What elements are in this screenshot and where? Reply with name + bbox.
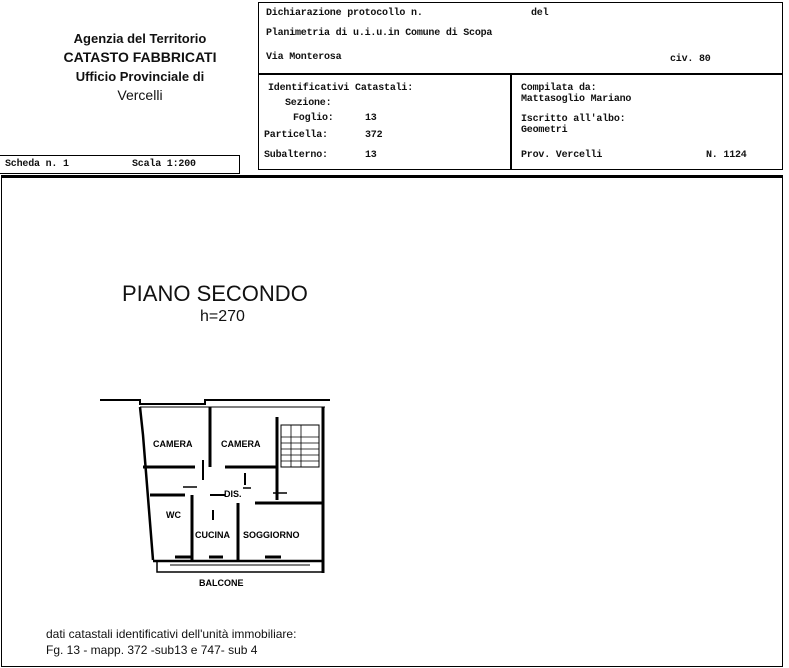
catasto-title: CATASTO FABBRICATI [63, 49, 217, 65]
footer-identifiers: Fg. 13 - mapp. 372 -sub13 e 747- sub 4 [46, 643, 258, 657]
foglio-label: Foglio: [293, 113, 334, 124]
albo-value: Geometri [521, 125, 568, 136]
civic-number: civ. 80 [670, 54, 711, 65]
room-soggiorno: SOGGIORNO [243, 530, 300, 540]
foglio-value: 13 [365, 113, 377, 124]
planimetria-text: Planimetria di u.i.u.in Comune di Scopa [266, 28, 493, 39]
plan-title: PIANO SECONDO [122, 281, 308, 306]
office-city: Vercelli [117, 87, 163, 103]
province: Prov. Vercelli [521, 150, 603, 161]
sezione-label: Sezione: [285, 98, 332, 109]
plan-height: h=270 [200, 308, 245, 325]
cadastral-title: Identificativi Catastali: [268, 83, 414, 94]
header-divider [258, 73, 783, 75]
floor-plan [95, 385, 335, 595]
subalterno-value: 13 [365, 150, 377, 161]
room-dis: DIS. [224, 489, 242, 499]
subalterno-label: Subalterno: [264, 150, 328, 161]
compiler-name: Mattasoglio Mariano [521, 94, 632, 105]
room-cucina: CUCINA [195, 530, 230, 540]
registration-number: N. 1124 [706, 150, 747, 161]
scheda-label: Scheda n. 1 [5, 159, 69, 170]
office-label: Ufficio Provinciale di [75, 69, 205, 84]
address-text: Via Monterosa [266, 52, 342, 63]
scale-label: Scala 1:200 [132, 159, 196, 170]
room-camera-2: CAMERA [221, 439, 261, 449]
agency-name: Agenzia del Territorio [73, 31, 207, 46]
particella-label: Particella: [264, 130, 328, 141]
particella-value: 372 [365, 130, 383, 141]
agency-block [40, 29, 240, 105]
room-balcone: BALCONE [199, 578, 244, 588]
room-wc: WC [166, 510, 181, 520]
footer-caption: dati catastali identificativi dell'unità immobiliare: [46, 627, 297, 641]
header-col-divider [510, 73, 512, 170]
room-camera-1: CAMERA [153, 439, 193, 449]
protocol-label: Dichiarazione protocollo n. [266, 8, 423, 19]
compiler-label: Compilata da: [521, 83, 597, 94]
protocol-del: del [531, 8, 549, 19]
albo-label: Iscritto all'albo: [521, 114, 626, 125]
